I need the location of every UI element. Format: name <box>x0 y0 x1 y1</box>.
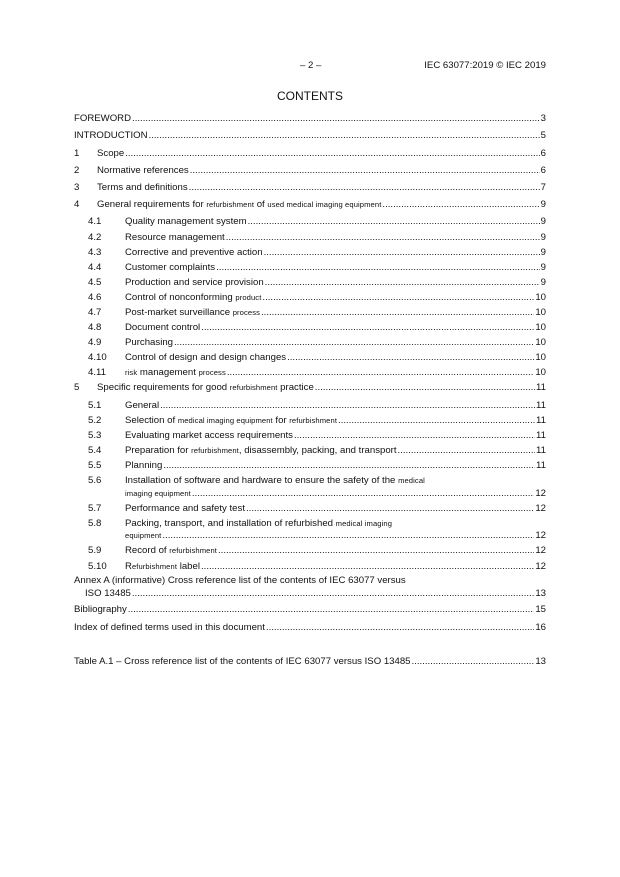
toc-section-5[interactable]: 5 Specific requirements for good refurbishment practice ..... 11 <box>74 382 546 394</box>
toc-section-4-5[interactable]: 4.5 Production and service provision ..... 9 <box>74 277 546 289</box>
toc-section-4-11[interactable]: 4.11 risk management process ..... 10 <box>74 367 546 379</box>
toc-section-4-3[interactable]: 4.3 Corrective and preventive action ..... 9 <box>74 247 546 259</box>
contents-title: CONTENTS <box>277 89 343 103</box>
toc-section-4-6[interactable]: 4.6 Control of nonconforming product ..... 10 <box>74 292 546 304</box>
toc-section-2[interactable]: 2 Normative references ..... 6 <box>74 165 546 177</box>
toc-section-5-1[interactable]: 5.1 General ..... 11 <box>74 400 546 412</box>
toc-section-4-4[interactable]: 4.4 Customer complaints ..... 9 <box>74 262 546 274</box>
toc-section-5-2[interactable]: 5.2 Selection of medical imaging equipment for refurbishment ..... 11 <box>74 415 546 427</box>
toc-section-5-10[interactable]: 5.10 Refurbishment label ..... 12 <box>74 561 546 573</box>
page-number: – 2 – <box>300 60 322 71</box>
document-reference: IEC 63077:2019 © IEC 2019 <box>424 60 546 71</box>
toc-section-4-2[interactable]: 4.2 Resource management ..... 9 <box>74 232 546 244</box>
toc-table-a1[interactable]: Table A.1 – Cross reference list of the contents of IEC 63077 versus ISO 13485 ..... 13 <box>74 656 546 668</box>
toc-section-5-4[interactable]: 5.4 Preparation for refurbishment, disassembly, packing, and transport ..... 11 <box>74 445 546 457</box>
toc-section-4[interactable]: 4 General requirements for refurbishment of used medical imaging equipment ..... 9 <box>74 199 546 211</box>
toc-foreword[interactable]: FOREWORD ..... 3 <box>74 113 546 125</box>
toc-section-4-9[interactable]: 4.9 Purchasing ..... 10 <box>74 337 546 349</box>
toc-section-1[interactable]: 1 Scope ..... 6 <box>74 148 546 160</box>
toc-section-5-5[interactable]: 5.5 Planning ..... 11 <box>74 460 546 472</box>
toc-index[interactable]: Index of defined terms used in this document ..... 16 <box>74 622 546 634</box>
toc-section-4-10[interactable]: 4.10 Control of design and design changes ..... 10 <box>74 352 546 364</box>
toc-bibliography[interactable]: Bibliography ..... 15 <box>74 604 546 616</box>
toc-section-4-1[interactable]: 4.1 Quality management system ..... 9 <box>74 216 546 228</box>
toc-section-5-9[interactable]: 5.9 Record of refurbishment ..... 12 <box>74 545 546 557</box>
toc-section-4-7[interactable]: 4.7 Post-market surveillance process ..... 10 <box>74 307 546 319</box>
toc-section-5-7[interactable]: 5.7 Performance and safety test ..... 12 <box>74 503 546 515</box>
toc-introduction[interactable]: INTRODUCTION ..... 5 <box>74 130 546 142</box>
toc-section-5-3[interactable]: 5.3 Evaluating market access requirements ..... 11 <box>74 430 546 442</box>
toc-section-4-8[interactable]: 4.8 Document control ..... 10 <box>74 322 546 334</box>
page-header <box>74 60 546 74</box>
toc-section-3[interactable]: 3 Terms and definitions ..... 7 <box>74 182 546 194</box>
